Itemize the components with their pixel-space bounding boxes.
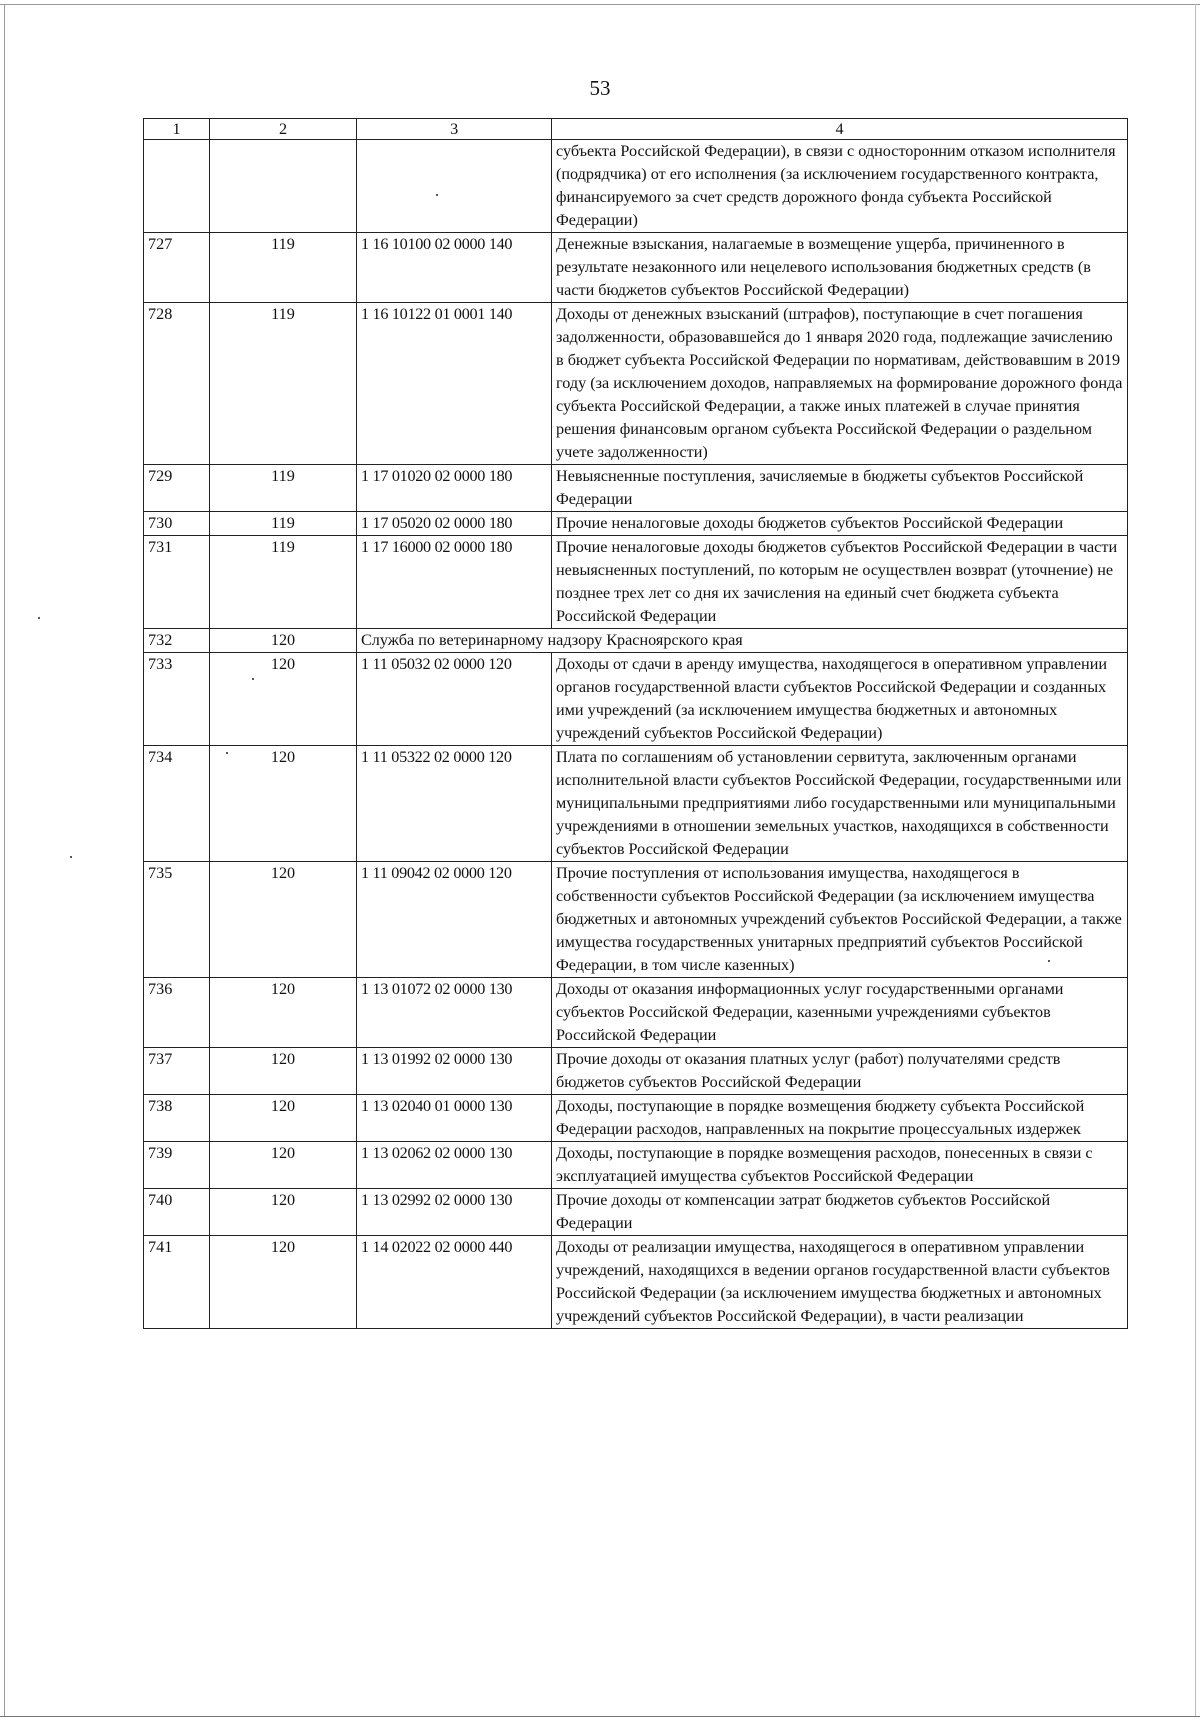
table-row <box>144 1189 1128 1236</box>
budget-classification-code-cell: 1 13 02040 01 0000 130 <box>357 1095 552 1142</box>
table-row <box>144 862 1128 978</box>
table-header <box>144 119 1128 140</box>
administrator-code-cell: 120 <box>210 653 357 746</box>
table-row <box>144 1142 1128 1189</box>
table-row <box>144 746 1128 862</box>
row-number-cell: 732 <box>144 629 210 653</box>
budget-classification-code-cell: 1 14 02022 02 0000 440 <box>357 1236 552 1329</box>
administrator-code-cell: 120 <box>210 1048 357 1095</box>
revenue-description-cell: Денежные взыскания, налагаемые в возмещение ущерба, причиненного в результате незаконного или нецелевого использования бюджетных средств (в части бюджетов субъектов Российской Федерации) <box>552 233 1128 303</box>
table-row <box>144 140 1128 233</box>
header-row <box>144 119 1128 140</box>
revenue-description-cell: Доходы от сдачи в аренду имущества, находящегося в оперативном управлении органов государственной власти субъектов Российской Федерации и созданных ими учреждений (за исключением имущества бюджетных и автономных учреждений субъектов Российской Федерации) <box>552 653 1128 746</box>
row-number-cell: 729 <box>144 465 210 512</box>
table-body <box>144 140 1128 1329</box>
row-number-cell: 737 <box>144 1048 210 1095</box>
revenue-description-cell: Невыясненные поступления, зачисляемые в бюджеты субъектов Российской Федерации <box>552 465 1128 512</box>
table-row <box>144 536 1128 629</box>
revenue-description-cell: Доходы от оказания информационных услуг государственными органами субъектов Российской Федерации, казенными учреждениями субъектов Российской Федерации <box>552 978 1128 1048</box>
budget-classification-code-cell: 1 17 01020 02 0000 180 <box>357 465 552 512</box>
administrator-code-cell: 120 <box>210 629 357 653</box>
row-number-cell: 735 <box>144 862 210 978</box>
budget-classification-code-cell: 1 13 02062 02 0000 130 <box>357 1142 552 1189</box>
administrator-code-cell: 119 <box>210 512 357 536</box>
budget-classification-code-cell: 1 17 05020 02 0000 180 <box>357 512 552 536</box>
budget-classification-code-cell: 1 13 01992 02 0000 130 <box>357 1048 552 1095</box>
budget-classification-code-cell: 1 13 02992 02 0000 130 <box>357 1189 552 1236</box>
table-row <box>144 1236 1128 1329</box>
table-row <box>144 233 1128 303</box>
revenue-description-cell: Прочие доходы от оказания платных услуг (работ) получателями средств бюджетов субъектов Российской Федерации <box>552 1048 1128 1095</box>
administrator-code-cell: 120 <box>210 862 357 978</box>
revenue-description-cell: Доходы, поступающие в порядке возмещения бюджету субъекта Российской Федерации расходов, направленных на покрытие процессуальных издержек <box>552 1095 1128 1142</box>
revenue-description-cell: субъекта Российской Федерации), в связи с односторонним отказом исполнителя (подрядчика) от его исполнения (за исключением государственного контракта, финансируемого за счет средств дорожного фонда субъекта Российской Федерации) <box>552 140 1128 233</box>
administrator-code-cell: 119 <box>210 536 357 629</box>
scan-speck <box>70 856 72 858</box>
row-number-cell: 733 <box>144 653 210 746</box>
administrator-code-cell: 120 <box>210 1095 357 1142</box>
table-row <box>144 512 1128 536</box>
table-row <box>144 653 1128 746</box>
row-number-cell: 730 <box>144 512 210 536</box>
scan-edge-top <box>0 4 1200 5</box>
scan-edge-left <box>4 4 5 1716</box>
administrator-code-cell: 120 <box>210 746 357 862</box>
table-row <box>144 303 1128 465</box>
revenue-codes-table <box>143 118 1128 1329</box>
administrator-code-cell: 119 <box>210 465 357 512</box>
revenue-description-cell: Прочие неналоговые доходы бюджетов субъектов Российской Федерации в части невыясненных поступлений, по которым не осуществлен возврат (уточнение) не позднее трех лет со дня их зачисления на единый счет бюджета субъекта Российской Федерации <box>552 536 1128 629</box>
page-number: 53 <box>589 76 611 100</box>
administrator-code-cell: 119 <box>210 233 357 303</box>
table-row <box>144 1095 1128 1142</box>
administrator-code-cell: 120 <box>210 1236 357 1329</box>
table-row <box>144 465 1128 512</box>
budget-classification-code-cell: 1 11 05032 02 0000 120 <box>357 653 552 746</box>
table-row <box>144 629 1128 653</box>
scan-edge-right <box>1195 4 1196 1716</box>
administrator-code-cell: 120 <box>210 1142 357 1189</box>
revenue-description-cell: Прочие поступления от использования имущества, находящегося в собственности субъектов Российской Федерации (за исключением имущества бюджетных и автономных учреждений субъектов Российской Федерации, а также имущества государственных унитарных предприятий субъектов Российской Федерации, в том числе казенных) <box>552 862 1128 978</box>
revenue-description-cell: Прочие неналоговые доходы бюджетов субъектов Российской Федерации <box>552 512 1128 536</box>
budget-classification-code-cell <box>357 140 552 233</box>
column-header-4: 4 <box>552 119 1128 140</box>
row-number-cell: 740 <box>144 1189 210 1236</box>
row-number-cell: 738 <box>144 1095 210 1142</box>
budget-classification-code-cell: 1 13 01072 02 0000 130 <box>357 978 552 1048</box>
revenue-description-cell: Доходы, поступающие в порядке возмещения расходов, понесенных в связи с эксплуатацией имущества субъектов Российской Федерации <box>552 1142 1128 1189</box>
administrator-code-cell: 119 <box>210 303 357 465</box>
budget-classification-code-cell: 1 11 09042 02 0000 120 <box>357 862 552 978</box>
revenue-description-cell: Плата по соглашениям об установлении сервитута, заключенным органами исполнительной власти субъектов Российской Федерации, государственными или муниципальными предприятиями либо государственными или муниципальными учреждениями в отношении земельных участков, находящихся в собственности субъектов Российской Федерации <box>552 746 1128 862</box>
row-number-cell: 727 <box>144 233 210 303</box>
scan-edge-bottom <box>0 1716 1200 1717</box>
revenue-description-cell: Прочие доходы от компенсации затрат бюджетов субъектов Российской Федерации <box>552 1189 1128 1236</box>
budget-classification-code-cell: 1 16 10122 01 0001 140 <box>357 303 552 465</box>
row-number-cell: 734 <box>144 746 210 862</box>
scan-speck <box>38 617 40 619</box>
administrator-name-cell: Служба по ветеринарному надзору Красноярского края <box>357 629 1128 653</box>
row-number-cell: 731 <box>144 536 210 629</box>
table-row <box>144 1048 1128 1095</box>
revenue-description-cell: Доходы от денежных взысканий (штрафов), поступающие в счет погашения задолженности, образовавшейся до 1 января 2020 года, подлежащие зачислению в бюджет субъекта Российской Федерации по нормативам, действовавшим в 2019 году (за исключением доходов, направляемых на формирование дорожного фонда субъекта Российской Федерации, а также иных платежей в случае принятия решения финансовым органом субъекта Российской Федерации о раздельном учете задолженности) <box>552 303 1128 465</box>
administrator-code-cell: 120 <box>210 1189 357 1236</box>
budget-classification-code-cell: 1 16 10100 02 0000 140 <box>357 233 552 303</box>
row-number-cell: 736 <box>144 978 210 1048</box>
row-number-cell: 739 <box>144 1142 210 1189</box>
administrator-code-cell <box>210 140 357 233</box>
budget-classification-code-cell: 1 11 05322 02 0000 120 <box>357 746 552 862</box>
column-header-2: 2 <box>210 119 357 140</box>
row-number-cell <box>144 140 210 233</box>
administrator-code-cell: 120 <box>210 978 357 1048</box>
column-header-1: 1 <box>144 119 210 140</box>
row-number-cell: 741 <box>144 1236 210 1329</box>
column-header-3: 3 <box>357 119 552 140</box>
revenue-description-cell: Доходы от реализации имущества, находящегося в оперативном управлении учреждений, находящихся в ведении органов государственной власти субъектов Российской Федерации (за исключением имущества бюджетных и автономных учреждений субъектов Российской Федерации), в части реализации <box>552 1236 1128 1329</box>
table-row <box>144 978 1128 1048</box>
budget-classification-code-cell: 1 17 16000 02 0000 180 <box>357 536 552 629</box>
row-number-cell: 728 <box>144 303 210 465</box>
